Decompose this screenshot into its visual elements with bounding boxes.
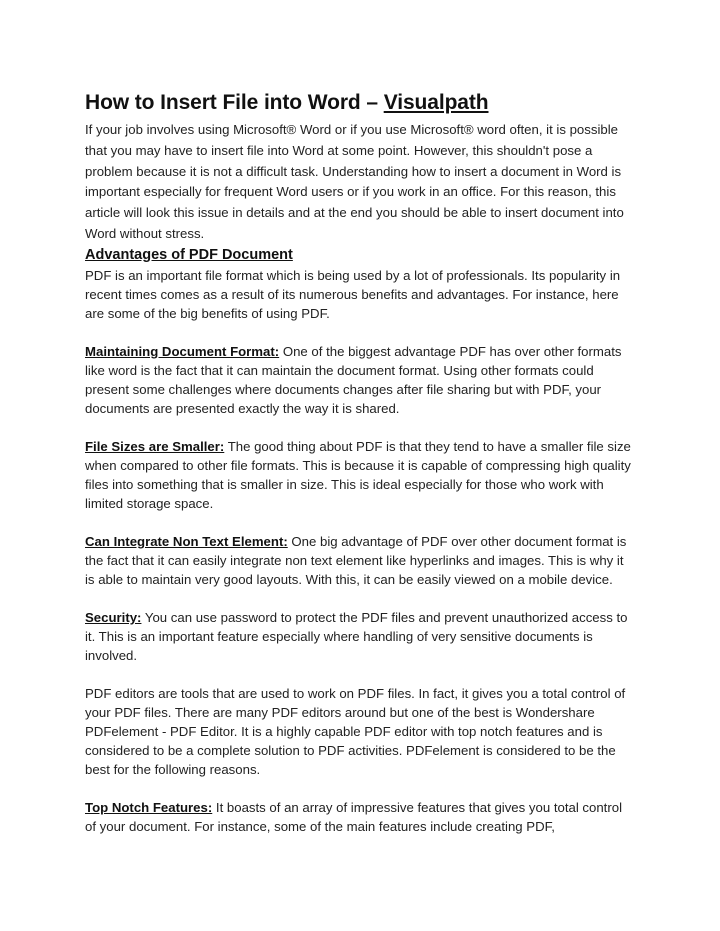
point-text: One big advantage of PDF over other document format is the fact that it can easily integrate non text element like hyperlinks and images. This is why it is able to maintain very good layouts. With this, it can be easily viewed on a mobile device. (85, 533, 627, 587)
point-file-sizes (85, 437, 634, 513)
point-non-text-element (85, 532, 634, 589)
point-text: It boasts of an array of impressive features that gives you total control of your document. For instance, some of the main features include creating PDF, (85, 799, 622, 834)
title-main: How to Insert File into Word – (85, 91, 384, 114)
point-text: One of the biggest advantage PDF has over other formats like word is the fact that it can maintain the document format. Using other formats could present some challenges where documents changes after file sharing but with PDF, your documents are presented exactly the way it is shared. (85, 343, 622, 416)
intro-paragraph: If your job involves using Microsoft® Word or if you use Microsoft® word often, it is possible that you may have to insert file into Word at some point. However, this shouldn't pose a problem because it is not a difficult task. Understanding how to insert a document in Word is important especially for frequent Word users or if you work in an office. For this reason, this article will look this issue in details and at the end you should be able to insert document into Word without stress. (85, 122, 624, 241)
point-text: The good thing about PDF is that they tend to have a smaller file size when compared to other file formats. This is because it is capable of compressing high quality files into something that is smaller in size. This is ideal especially for those who work with limited storage space. (85, 438, 631, 511)
section-heading: Advantages of PDF Document (85, 246, 293, 263)
point-maintaining-format (85, 342, 634, 418)
point-text: You can use password to protect the PDF files and prevent unauthorized access to it. This is an important feature especially where handling of very sensitive documents is involved. (85, 609, 628, 663)
point-top-notch-features (85, 798, 634, 836)
title-visualpath-link[interactable]: Visualpath (383, 91, 489, 114)
point-label: Maintaining Document Format: (85, 343, 280, 359)
point-label: Top Notch Features: (85, 799, 213, 815)
point-label: File Sizes are Smaller: (85, 438, 225, 454)
point-label: Security: (85, 609, 142, 625)
point-security (85, 608, 634, 665)
section-intro-paragraph: PDF is an important file format which is being used by a lot of professionals. Its popularity in recent times comes as a result of its numerous benefits and advantages. For instance, here are some of the big benefits of using PDF. (85, 267, 621, 321)
point-label: Can Integrate Non Text Element: (85, 533, 288, 549)
page-title (85, 90, 634, 116)
editors-paragraph: PDF editors are tools that are used to work on PDF files. In fact, it gives you a total control of your PDF files. There are many PDF editors around but one of the best is Wondershare PDFelement - PDF Editor. It is a highly capable PDF editor with top notch features and is considered to be a complete solution to PDF activities. PDFelement is considered to be the best for the following reasons. (85, 685, 626, 777)
